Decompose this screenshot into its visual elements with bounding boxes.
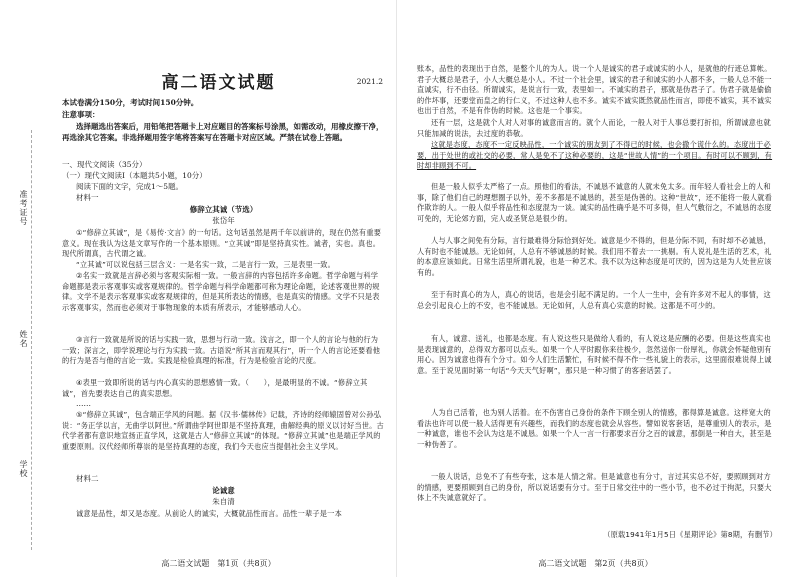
right-page [397,0,794,577]
section-1: 一、现代文阅读（35分） [62,160,147,169]
right-paragraph-6: 至于有时真心的为人，真心的说话，也是会引起不满足的。一个人一生中，会有许多对不起人的事情，这总会引起良心上的不安，也不能诚恳。无论如何，人总有真心实意的时候。这都是不可少的。 [417,290,771,310]
exam-title: 高二语文试题 [161,73,276,93]
article-2-title: 论诚意 [212,486,235,495]
exam-date: 2021.2 [356,77,383,86]
paragraph-7: 诚意是品性，却又是态度。从前论人的诚实，大概就品性而言。品性一辈子是一本 [76,509,342,518]
paragraph-3: ②名实一致就是言辞必须与客观实际相一致。一般言辞的内容包括许多命题。哲学命题与科学命题都是表示客观事实或客观规律的。哲学命题与科学命题都可称为理论命题，论述客观世界的规律。文学不是表示客观事实或客观规律的，但是其所表达的情感，也是真实的情感。文学不只是表示客观事实，然而也必须对于事物现象的本质有所表示，才能够感动人心。 [62,271,380,312]
right-paragraph-5: 人与人事之间免有分际，言行最难得分际恰到好处。诚意是少不得的，但是分际不同，有时却不必诚恳，人有时也不能诚恳。无论如何，人总有不够诚恳的时候。我们用不着去一一挑剔。有人说礼是生活的艺术，礼的本意应该如此。日常生活里所谓礼貌，也是一种艺术。我不以为这种态度是可厌的，因为这是为人处世应该有的。 [417,236,772,277]
paragraph-5: ④表里一致即所说的话与内心真实的思想感情一致。（ ），是最明显的不诚。“修辞立其诚”，首先要表达自己的真实思想。 [62,378,368,398]
source-note: （原载1941年1月5日《星期评论》第8期，有删节） [603,530,777,539]
section-1-1: （一）现代文阅读Ⅰ（本题共5小题，10分） [62,171,207,180]
right-paragraph-8: 人为自己活着，也为别人活着。在不伤害自己身份的条件下顾全别人的情感，都得算是诚意。这样宽大的看法也许可以使一般人活得更有兴趣些，而我们的态度也就会从容些。譬如说客套话，是尊重别人的表示，是一种诚意，谁也不会认为这是不诚恳。如果一个人一言一行都要求百分之百的诚意，那倒是一种自大，甚至是一种伪善了。 [417,408,772,449]
right-paragraph-3: 这就是态度，态度不一定反映品性，一个诚实的朋友到了不得已的时候，也会撒个谎什么的。态度出于必要，出于处世的或社交的必要，常人是免不了这种必要的，这是“世故人情”的一个项目。有时可以不顾到，有时却非顾到不可。 [417,140,773,171]
article-title: 修辞立其诚（节选） [189,205,258,214]
exam-info: 本试卷满分150分，考试时间150分钟。 [62,98,199,107]
paragraph-6: ⑤“修辞立其诚”，包含端正学风的问题。据《汉书·儒林传》记载，齐诗的经师辕固曾对公孙弘说：“务正学以言，无曲学以阿世。”所谓曲学阿世即是不坚持真理，曲解经典的原义以讨好当世。古代学者都有意识地宣扬正直学风，这就是古人“修辞立其诚”的体现。“修辞立其诚”也是端正学风的重要原则。汉代经师所尊崇的是坚持真理的态度，我们今天也应当提倡社会主义学风。 [62,410,384,451]
school-label: 学校 [19,460,28,478]
material-1-label: 材料一 [76,193,99,202]
notice-head: 注意事项： [62,110,100,119]
right-paragraph-2: 还有一层，这是就个人对人对事的诚意而言的。就个人而论，一般人对于人事总要打折扣，所谓诚意也就只能加减的说法，去过度的恭敬。 [417,118,771,138]
right-paragraph-1: 账本，品性的表现出于自然，是整个儿的为人。说一个人是诚实的君子或诚实的小人，是就他的行迹总算帐。君子大概总是君子，小人大概总是小人。不过一个社会里，诚实的君子和诚实的小人都不多，一般人总不能一直诚实，行不由径。所谓诚实，是说言行一致，表里如一。不诚实的君子，那就是伪君子了。伪君子就是偷偷的作坏事，还要堂而皇之的行仁义，不过这种人也不多。诚实不诚实既然就品性而言，即使不诚实，其不诚实也出于自然，不是有作伪的时候。这也是一个事实。 [417,64,772,116]
name-label: 姓名 [19,330,28,348]
paragraph-2: “立其诚”可以说包括三层含义：一是名实一致，二是言行一致，三是表里一致。 [76,260,336,269]
exam-no-label: 准考证号 [19,190,28,226]
notice-text: 选择题选出答案后，用铅笔把答题卡上对应题目的答案标号涂黑，如需改动，用橡皮擦干净，再选涂其它答案。非选择题用签字笔将答案写在答题卡对应区域。严禁在试卷上答题。 [62,122,384,142]
right-paragraph-7: 有人，诚意、送礼，也都是态度。有人说这些只是做给人看的，有人说这是应酬的必要。但是这些真实也是表现诚意的，总得双方都可以点头。如果一个人平时跟你来往极少，忽然送你一份厚礼，你就会怀疑他别有用心。因为诚意也得有个分寸。如今人们生活繁忙，有时候不得不作一些礼貌上的表示，这里面很难说得上诚意。至于说见面时第一句话“今天天气好啊”，那只是一种习惯了的客套话罢了。 [417,334,772,375]
right-footer: 高二语文试题 第2页（共8页） [538,559,653,568]
binding-line [31,130,32,550]
right-paragraph-4: 但是一般人似乎太严格了一点。照他们的看法，不诚恳不诚意的人就未免太多。而年轻人看社会上的人和事，除了他们自己的理想圈子以外，差不多都是不诚恳的，甚至是伪善的。这种“世故”，还不能将一般人就看作欺诈的人。一般人似乎将品性和态度混为一谈。诚实的品性确乎是不可多得，但人气敷衍之，不诚恳的态度可免的，无论郊方面，完人或圣贤总是很少的。 [417,182,773,223]
instructions: 阅读下面的文字，完成1～5题。 [76,182,184,191]
right-paragraph-9: 一般人说话，总免不了有些夸张，这本是人情之常。但是诚意也有分寸，言过其实总不好，要照顾到对方的情感，更要照顾到自己的身份，所以说话要有分寸。至于日常交往中的一些小节，也不必过于拘泥，只要大体上不失诚意就好了。 [417,472,772,503]
material-2-label: 材料二 [76,474,99,483]
paragraph-1: ①“修辞立其诚”，是《易传·文言》的一句话。这句话虽然是两千年以前讲的，现在仍然有重要意义。现在我认为这是文章写作的一个基本原则。“立其诚”即是坚持真实性。诚者，实也。真也。现代所谓真，古代谓之诚。 [62,228,382,259]
left-footer: 高二语文试题 第1页（共8页） [161,559,276,568]
article-2-author: 朱自清 [212,497,235,506]
article-author: 张岱年 [212,216,235,225]
ellipsis: …… [76,399,91,408]
paragraph-4: ③言行一致就是所说的话与实践一致，思想与行动一致。浅言之，即一个人的言论与他的行为一致；深言之，即学说理论与行为实践一致。古语说“所其言而观其行”，听一个人的言论还要看他的行为是否与他的言论一致。实践是检验真理的标准，行为是检验言论的尺度。 [62,335,381,366]
